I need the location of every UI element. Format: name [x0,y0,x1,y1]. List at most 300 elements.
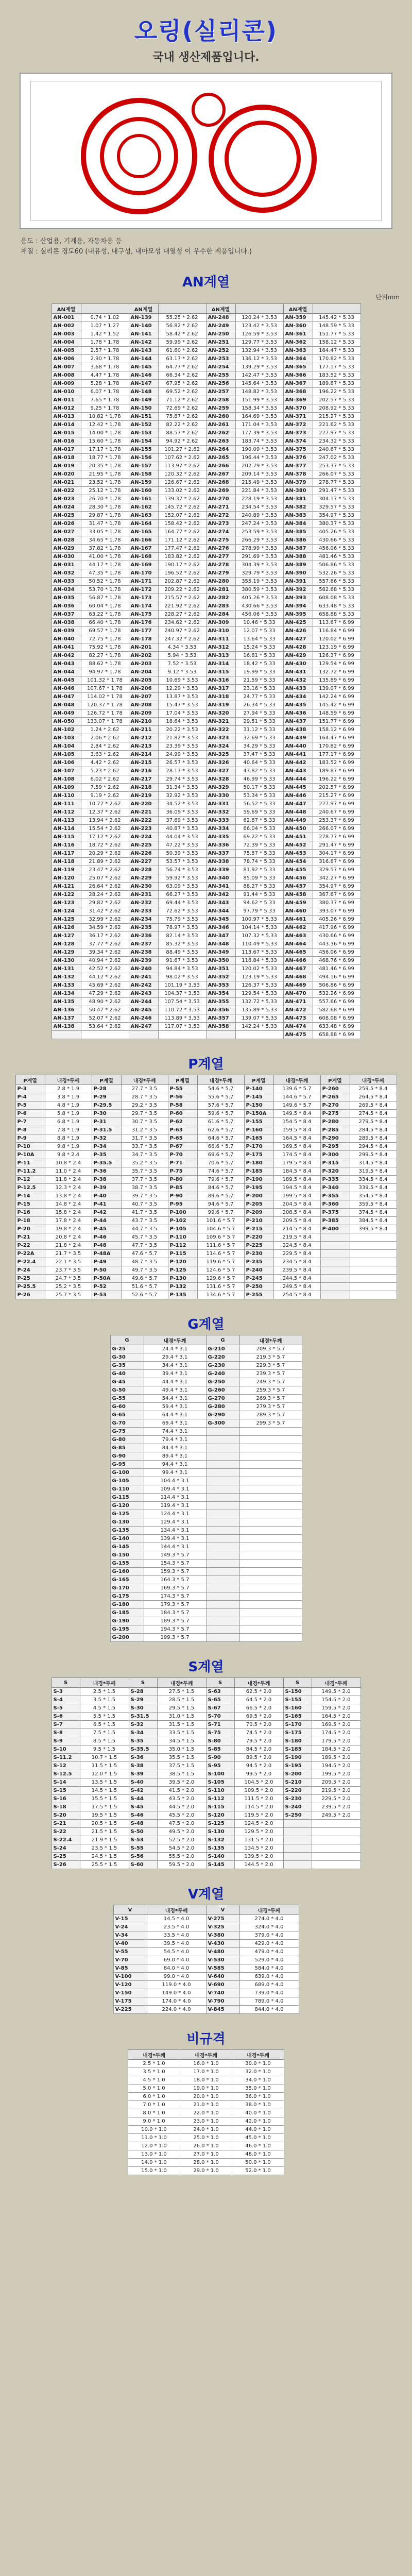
size-value: 94.97 * 1.78 [81,668,129,676]
size-code: AN-349 [206,948,235,957]
size-value: 53.70 * 1.78 [81,586,129,594]
table-row [15,1209,397,1217]
table-row [52,627,360,635]
size-code: S-230 [283,1795,312,1803]
size-value: 239.3 * 5.7 [239,1370,302,1378]
size-code: P-255 [244,1291,273,1299]
size-code: AN-370 [283,404,313,413]
table-row [52,553,360,561]
size-value: 18.72 * 2.62 [81,841,129,850]
table-row [52,759,360,767]
size-value: 101.27 * 2.62 [158,446,206,454]
size-value: 129.5 * 2.0 [234,1828,283,1836]
size-value: 194.5 * 2.0 [312,1762,360,1770]
size-code: AN-050 [52,718,81,726]
size-code: AN-455 [283,866,313,874]
size-value: 31.34 * 3.53 [158,784,206,792]
size-code: AN-309 [206,619,235,627]
size-code: S-32 [129,1721,157,1729]
table-row [52,643,360,652]
size-value: 119.5 * 2.0 [234,1811,283,1820]
size-code: S-31.5 [129,1713,157,1721]
size-value: 149.5 * 2.0 [312,1688,360,1696]
size-value: 101.6 * 5.7 [197,1217,244,1225]
table-row [15,1134,397,1143]
size-value: 145.42 * 5.33 [313,314,360,322]
size-value: 24.0 * 1.0 [180,2126,232,2134]
size-value: 18.77 * 1.78 [81,454,129,462]
size-code: AN-394 [283,602,313,611]
size-value: 183.74 * 3.53 [235,437,283,446]
size-code: AN-153 [129,429,158,437]
size-value: 124.6 * 5.7 [197,1266,244,1275]
size-value: 12.3 * 2.4 [45,1184,92,1192]
size-value: 52.5 * 2.0 [157,1836,206,1844]
size-value: 169.5 * 8.4 [273,1143,320,1151]
size-value: 120.02 * 5.33 [235,965,283,973]
size-value: 5.94 * 3.53 [158,652,206,660]
size-code: P-60 [168,1110,197,1118]
size-value: 25.12 * 1.78 [81,487,129,495]
size-value: 184.5 * 8.4 [273,1167,320,1176]
size-value: 39.4 * 3.1 [144,1370,206,1378]
size-code: P-275 [320,1110,350,1118]
size-value: 44.5 * 2.0 [157,1803,206,1811]
size-value: 126.72 * 1.78 [81,709,129,718]
size-value: 109.4 * 3.1 [144,1485,206,1494]
size-value: 844.0 * 4.0 [239,2006,299,2014]
o-ring-top-small [193,94,224,125]
size-value: 89.5 * 2.0 [234,1754,283,1762]
size-value: 24.5 * 1.5 [80,1853,129,1861]
size-value [235,1031,283,1039]
table-row [113,1956,299,1964]
size-code: AN-391 [283,578,313,586]
size-value: 24.4 * 3.1 [144,1345,206,1353]
size-value: 23.47 * 2.62 [81,866,129,874]
size-value: 658.88 * 5.33 [313,611,360,619]
size-value: 164.77 * 2.62 [158,528,206,536]
size-value: 359.5 * 8.4 [350,1200,397,1209]
size-value: 54.6 * 5.7 [197,1085,244,1093]
size-code: AN-475 [283,1031,313,1039]
header-size: 내경*두께 [273,1075,320,1085]
size-code: AN-040 [52,635,81,643]
size-value [239,1527,302,1535]
size-code: AN-225 [129,841,158,850]
size-value: 456.06 * 3.53 [235,611,283,619]
size-value: 21.95 * 1.78 [81,470,129,479]
size-value: 45.0 * 1.0 [232,2134,284,2142]
table-row [52,833,360,841]
size-code: AN-168 [129,553,158,561]
table-row [52,940,360,948]
size-code: AN-277 [206,553,235,561]
size-value: 34.5 * 1.5 [157,1737,206,1745]
size-code: AN-358 [206,1023,235,1031]
table-row [52,1844,360,1853]
size-code: S-11.2 [52,1754,80,1762]
table-row [52,792,360,800]
size-code: P-75 [168,1167,197,1176]
size-code [129,1031,158,1039]
size-value: 25.07 * 2.62 [81,874,129,883]
size-code: V-690 [206,1981,239,1989]
size-code [320,1291,350,1299]
size-code: AN-436 [283,709,313,718]
size-code: AN-211 [129,726,158,734]
size-value: 379.0 * 4.0 [239,1931,299,1940]
table-row [15,1225,397,1233]
size-code: AN-010 [52,388,81,396]
size-value: 123.19 * 6.99 [313,643,360,652]
size-value: 557.66 * 5.33 [313,578,360,586]
size-value: 26.70 * 1.78 [81,495,129,503]
size-value: 189.87 * 6.99 [313,767,360,775]
header-size: 내경*두께 [197,1075,244,1085]
size-code: P-240 [244,1266,273,1275]
size-value: 113.89 * 3.53 [158,1014,206,1023]
size-value: 26.34 * 5.33 [235,701,283,709]
size-code: AN-019 [52,462,81,470]
size-code: AN-345 [206,916,235,924]
table-row [52,1795,360,1803]
size-value: 174.3 * 5.7 [144,1592,206,1601]
table-row [128,2117,284,2126]
size-value: 2.06 * 2.62 [81,734,129,742]
size-code: P-48 [92,1242,121,1250]
size-value: 159.3 * 5.7 [144,1568,206,1576]
size-value: 99.0 * 4.0 [147,1973,206,1981]
table-row [52,817,360,825]
size-code: AN-031 [52,561,81,569]
size-code: S-30 [129,1704,157,1713]
size-code: AN-441 [283,751,313,759]
table-row [128,2060,284,2068]
size-code: AN-329 [206,784,235,792]
size-value: 9.8 * 1.9 [45,1143,92,1151]
size-code: AN-105 [52,751,81,759]
table-row [15,1118,397,1126]
size-value: 144.5 * 2.0 [234,1861,283,1869]
table-row [52,891,360,899]
size-value: 342.27 * 6.99 [313,874,360,883]
size-value: 443.36 * 6.99 [313,940,360,948]
size-value: 789.0 * 4.0 [239,1997,299,2006]
size-code: AN-448 [283,808,313,817]
size-code: G-95 [110,1461,144,1469]
size-value: 45.7 * 3.5 [121,1233,168,1242]
size-code: AN-025 [52,512,81,520]
size-value: 139.37 * 2.62 [158,495,206,503]
table-row [52,363,360,371]
size-value: 20.8 * 2.4 [45,1233,92,1242]
size-code: P-67 [168,1143,197,1151]
size-value: 56.52 * 5.33 [235,800,283,808]
size-value: 29.82 * 2.62 [81,899,129,907]
size-value: 689.0 * 4.0 [239,1981,299,1989]
size-code [206,1527,239,1535]
table-row [52,1803,360,1811]
size-value: 31.2 * 3.5 [121,1126,168,1134]
size-value: 98.02 * 3.53 [158,973,206,981]
header-size: 내경*두께 [312,1678,360,1688]
material-text: 재질 : 실리콘 경도60 (내유성, 내구성, 내마모성 내열성 이 우수한 제품입니다.) [21,248,252,256]
size-value: 177.17 * 6.99 [313,751,360,759]
size-value [350,1291,397,1299]
size-value: 8.0 * 1.0 [128,2109,180,2117]
size-code: S-42 [129,1787,157,1795]
size-code: S-8 [52,1729,80,1737]
table-row [52,454,360,462]
size-code: AN-224 [129,833,158,841]
size-code: AN-038 [52,619,81,627]
size-value: 131.5 * 2.0 [234,1836,283,1844]
size-code: G-65 [110,1411,144,1419]
size-value: 3.8 * 1.9 [45,1093,92,1101]
size-code: AN-323 [206,734,235,742]
size-value: 7.59 * 2.62 [81,784,129,792]
size-value [350,1233,397,1242]
size-code: AN-176 [129,619,158,627]
size-code: P-25 [15,1275,45,1283]
size-code: S-55 [129,1844,157,1853]
size-code [206,1551,239,1560]
size-code: AN-322 [206,726,235,734]
size-code: P-90 [168,1192,197,1200]
size-code: AN-042 [52,652,81,660]
header-size [235,304,283,314]
size-value: 199.3 * 5.7 [144,1634,206,1642]
size-code: AN-431 [283,668,313,676]
size-code: AN-261 [206,421,235,429]
size-value: 249.5 * 2.0 [312,1811,360,1820]
size-code: S-70 [206,1713,234,1721]
size-value: 47.29 * 2.62 [81,990,129,998]
size-code: S-24 [52,1844,80,1853]
size-value: 57.6 * 5.7 [197,1101,244,1110]
header-code: S [129,1678,157,1688]
size-code: S-10 [52,1745,80,1754]
table-row [15,1167,397,1176]
size-code: AN-363 [283,347,313,355]
size-code: AN-446 [283,792,313,800]
size-value: 148.82 * 3.53 [235,388,283,396]
size-value [239,1469,302,1477]
size-code: AN-128 [52,940,81,948]
size-code: AN-312 [206,643,235,652]
size-code: P-29 [92,1093,121,1101]
size-code: S-39 [129,1770,157,1778]
size-code: AN-393 [283,594,313,602]
size-code: AN-048 [52,701,81,709]
size-value: 190.17 * 2.62 [158,561,206,569]
page [10,0,402,2175]
size-value: 164.69 * 3.53 [235,413,283,421]
size-value [350,1258,397,1266]
size-code: V-55 [113,1948,147,1956]
size-value: 13.8 * 2.4 [45,1192,92,1200]
size-code: AN-049 [52,709,81,718]
size-value: 6.07 * 1.78 [81,388,129,396]
size-code: AN-256 [206,380,235,388]
table-row [113,1981,299,1989]
size-value: 229.5 * 8.4 [273,1250,320,1258]
size-value: 123.19 * 5.33 [235,973,283,981]
size-value [239,1477,302,1485]
size-code: P-5 [15,1101,45,1110]
size-value: 28.5 * 1.5 [157,1696,206,1704]
size-code: AN-004 [52,338,81,347]
size-code: AN-351 [206,965,235,973]
size-value: 69.4 * 3.1 [144,1419,206,1428]
size-value [350,1242,397,1250]
size-code: AN-332 [206,808,235,817]
table-row [52,1770,360,1778]
size-value: 15.0 * 1.0 [128,2167,180,2175]
size-code: S-38 [129,1762,157,1770]
table-row [52,479,360,487]
size-value: 9.12 * 3.53 [158,668,206,676]
size-value: 25.2 * 3.5 [45,1283,92,1291]
size-code: AN-459 [283,899,313,907]
size-value: 584.0 * 4.0 [239,1964,299,1973]
size-code: AN-205 [129,676,158,685]
table-row [52,396,360,404]
size-code: AN-470 [283,990,313,998]
size-value: 37.69 * 3.53 [158,817,206,825]
size-value: 12.0 * 1.0 [128,2142,180,2150]
size-code: AN-354 [206,990,235,998]
size-code: S-26 [52,1861,80,1869]
size-value: 40.87 * 3.53 [158,825,206,833]
size-code: S-35 [129,1737,157,1745]
size-value: 124.4 * 3.1 [144,1510,206,1518]
size-value: 2.5 * 1.5 [80,1688,129,1696]
size-code: AN-267 [206,470,235,479]
size-code: AN-239 [129,957,158,965]
size-code: P-335 [320,1176,350,1184]
size-code: S-80 [206,1737,234,1745]
size-code: AN-278 [206,561,235,569]
size-value: 184.5 * 2.0 [312,1745,360,1754]
size-code: AN-174 [129,602,158,611]
size-value: 269.3 * 5.7 [239,1395,302,1403]
size-value: 85.09 * 5.33 [235,874,283,883]
table-row [52,437,360,446]
table-row [15,1200,397,1209]
table-row [52,907,360,916]
size-value: 74.5 * 2.0 [234,1729,283,1737]
size-value: 60.04 * 1.78 [81,602,129,611]
size-code: G-210 [206,1345,239,1353]
unit-label: 단위mm [375,294,400,301]
table-row [52,874,360,883]
table-row [52,602,360,611]
size-code: P-140 [244,1085,273,1093]
size-value: 202.57 * 6.99 [313,784,360,792]
size-code: AN-258 [206,396,235,404]
table-row [52,841,360,850]
size-value: 304.39 * 3.53 [235,561,283,569]
header-size: 내경*두께 [80,1678,129,1688]
size-value [312,1844,360,1853]
size-code: AN-366 [283,371,313,380]
size-value: 430.66 * 3.53 [235,602,283,611]
size-value: 174.0 * 4.0 [147,1997,206,2006]
size-value: 196.44 * 3.53 [235,454,283,462]
table-row [52,825,360,833]
size-value: 1.78 * 1.78 [81,338,129,347]
size-code: P-112 [168,1242,197,1250]
size-code: S-36 [129,1754,157,1762]
size-value [350,1250,397,1258]
size-value: 633.48 * 6.99 [313,1023,360,1031]
size-value: 34.52 * 3.53 [158,800,206,808]
header-size [158,304,206,314]
size-value: 107.67 * 1.78 [81,685,129,693]
table-row [52,685,360,693]
size-value: 88.49 * 3.53 [158,948,206,957]
size-code: AN-157 [129,462,158,470]
table-row [52,569,360,578]
table-row [113,1915,299,1923]
size-code: AN-269 [206,487,235,495]
header-size [81,304,129,314]
size-value: 69.5 * 2.0 [234,1713,283,1721]
size-value: 54.4 * 3.1 [144,1395,206,1403]
size-value: 18.42 * 5.33 [235,660,283,668]
size-value: 10.77 * 2.62 [81,800,129,808]
size-code: AN-336 [206,841,235,850]
table-row [52,1853,360,1861]
size-code: AN-330 [206,792,235,800]
size-code: P-300 [320,1151,350,1159]
header-size: 내경*두께 [234,1678,283,1688]
size-value: 209.3 * 5.7 [239,1345,302,1353]
size-value: 69.44 * 3.53 [158,899,206,907]
header-code: AN계열 [206,304,235,314]
size-code: AN-264 [206,446,235,454]
size-value: 139.07 * 5.33 [235,1014,283,1023]
size-value: 384.5 * 8.4 [350,1217,397,1225]
size-value: 119.0 * 4.0 [147,1981,206,1989]
size-value [239,1576,302,1584]
size-value: 10.69 * 3.53 [158,676,206,685]
size-value: 49.4 * 3.1 [144,1386,206,1395]
size-code: AN-233 [129,907,158,916]
size-code [206,1601,239,1609]
table-row [52,734,360,742]
size-code: G-110 [110,1485,144,1494]
table-row [110,1386,302,1395]
size-code: P-10 [15,1143,45,1151]
size-value: 63.09 * 3.53 [158,883,206,891]
size-code: P-50A [92,1275,121,1283]
size-code: AN-114 [52,825,81,833]
size-value: 56.74 * 3.53 [158,866,206,874]
size-code [320,1266,350,1275]
table-row [52,775,360,784]
size-code: AN-178 [129,635,158,643]
table-row [52,668,360,676]
size-code: AN-259 [206,404,235,413]
size-value: 158.34 * 3.53 [235,404,283,413]
size-value: 47.6 * 5.7 [121,1250,168,1258]
size-value: 405.26 * 3.53 [235,594,283,602]
size-code: S-95 [206,1762,234,1770]
size-code: P-9 [15,1134,45,1143]
